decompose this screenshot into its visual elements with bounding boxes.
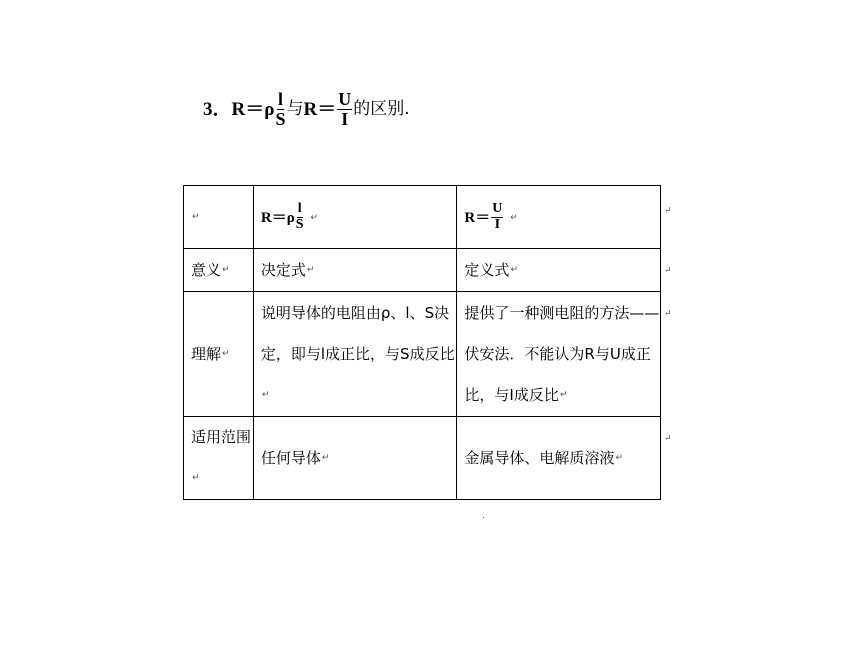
paragraph-mark: ↵ [321, 452, 330, 463]
comparison-table [183, 185, 661, 500]
table-header-row [184, 186, 661, 249]
fraction-denominator: I [494, 217, 501, 232]
heading-eq2: ＝ [317, 98, 337, 120]
table-cell [253, 249, 457, 292]
formula-fraction [296, 202, 304, 232]
paragraph-mark: ↵ [261, 389, 270, 400]
paragraph-mark: ↵ [222, 348, 230, 359]
cell-text: 定义式 [464, 261, 510, 279]
heading-rho: ρ [264, 98, 275, 120]
section-heading [203, 90, 410, 129]
row-label-text: 适用范围 [191, 428, 252, 446]
row-label [184, 292, 254, 417]
row-label-text: 理解 [191, 344, 222, 363]
paragraph-mark: ↵ [664, 308, 672, 318]
table-cell [457, 417, 661, 500]
heading-r2: R [303, 98, 318, 120]
paragraph-mark: ↵ [510, 265, 518, 275]
table-row [184, 292, 661, 417]
table-row [184, 249, 661, 292]
fraction-denominator: S [295, 217, 304, 232]
paragraph-mark: ↵ [192, 473, 200, 483]
row-label [184, 249, 254, 292]
table-cell [253, 417, 457, 500]
fraction-numerator: U [338, 89, 352, 109]
paragraph-mark: ↵ [192, 212, 200, 222]
formula-fraction [491, 202, 503, 232]
cell-text: 说明导体的电阻由ρ、l、S决定，即与l成正比，与S成反比 [260, 303, 455, 363]
paragraph-mark: ↵ [222, 265, 230, 275]
formula-ohm [464, 198, 504, 238]
table-cell [457, 292, 661, 417]
heading-conjunction: 与 [286, 98, 304, 119]
table-row [184, 417, 661, 500]
paragraph-mark: ↵ [510, 212, 518, 223]
heading-r1: R [231, 98, 246, 120]
cell-text: 金属导体、电解质溶液 [464, 448, 615, 467]
header-formula-cell-1 [253, 186, 457, 249]
cell-text: 决定式 [260, 261, 306, 279]
row-label-text: 意义 [191, 261, 222, 279]
paragraph-mark: ↵ [664, 433, 672, 443]
heading-fraction-l-over-s [275, 90, 285, 129]
cell-text: 提供了一种测电阻的方法——伏安法．不能认为R与U成正比，与I成反比 [464, 303, 660, 404]
paragraph-mark: ↵ [664, 205, 672, 215]
fraction-denominator: S [275, 108, 286, 129]
heading-eq1: ＝ [245, 98, 265, 120]
heading-number: 3． [203, 98, 232, 120]
table-cell [457, 249, 661, 292]
header-empty-cell [184, 186, 254, 249]
heading-fraction-u-over-i [337, 90, 352, 129]
formula-resistivity [261, 198, 305, 238]
row-label [184, 417, 254, 500]
paragraph-mark: ↵ [306, 265, 315, 275]
fraction-numerator: l [277, 89, 283, 109]
paragraph-mark: ↵ [664, 265, 672, 275]
paragraph-mark: ↵ [615, 452, 623, 463]
formula-lhs: R＝ [464, 209, 491, 226]
paragraph-mark: ↵ [559, 389, 568, 400]
fraction-numerator: l [297, 201, 302, 217]
fraction-numerator: U [492, 201, 503, 217]
paragraph-mark: ↵ [310, 212, 318, 223]
fraction-denominator: I [341, 108, 349, 129]
stray-dot [483, 517, 484, 518]
heading-tail: 的区别. [353, 98, 410, 119]
formula-lhs: R＝ρ [260, 209, 295, 226]
table-cell [253, 292, 457, 417]
header-formula-cell-2 [457, 186, 661, 249]
cell-text: 任何导体 [260, 448, 321, 467]
